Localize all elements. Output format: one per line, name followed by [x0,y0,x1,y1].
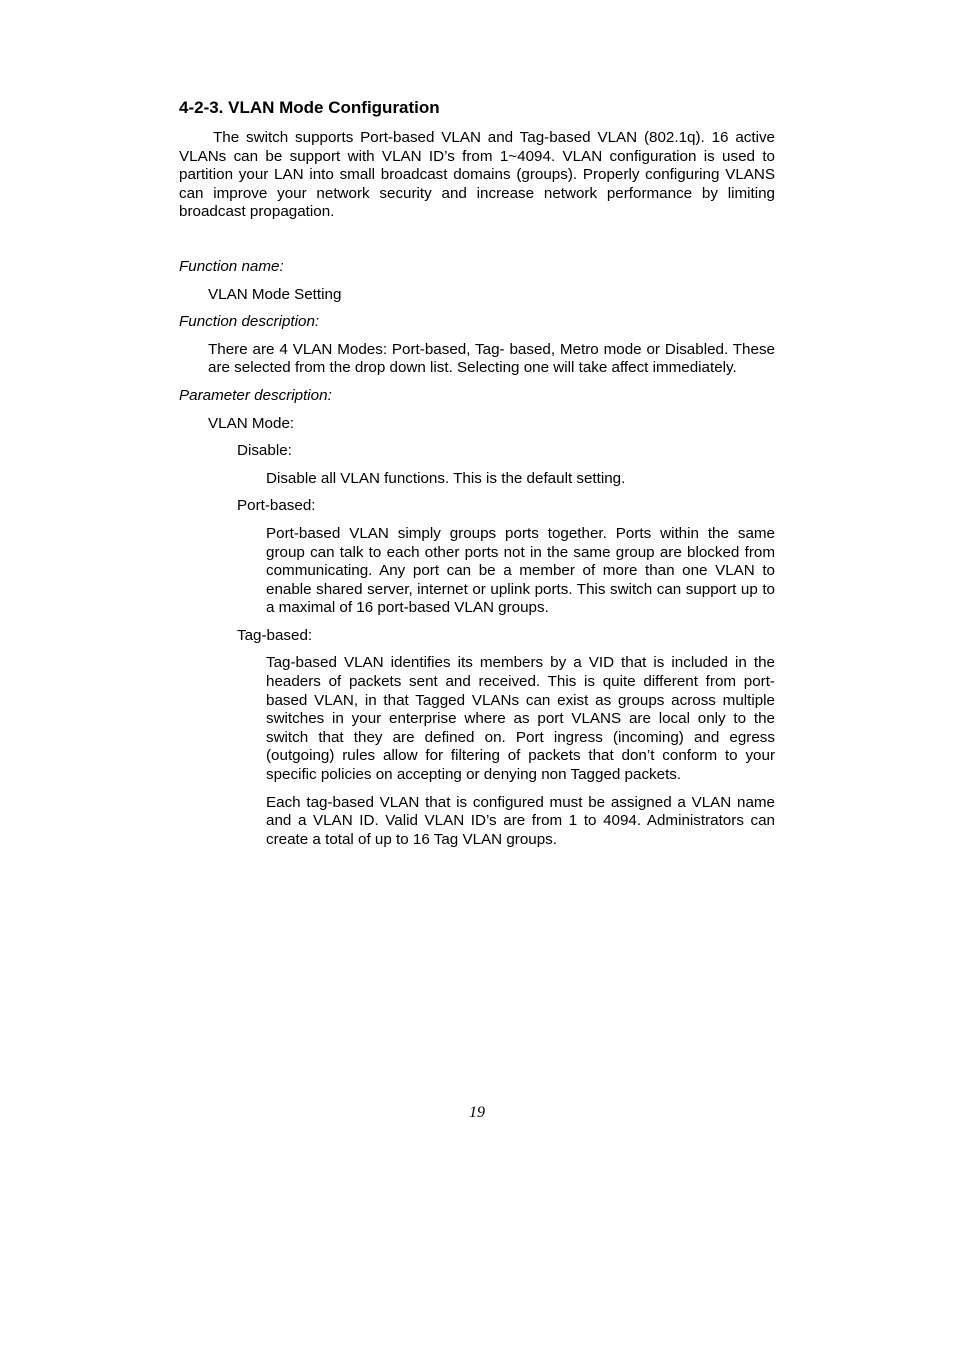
tag-based-text-1: Tag-based VLAN identifies its members by a VID that is included in the headers of packets sent and received. This is quite different from port-based VLAN, in that Tagged VLANs can exist as groups across multiple switches in your enterprise where as port VLANS are local only to the switch that they are defined on. Port ingress (incoming) and egress (outgoing) rules allow for filtering of packets that don’t conform to your specific policies on accepting or denying non Tagged packets. [266,654,775,784]
disable-label: Disable: [237,442,292,460]
intro-paragraph: The switch supports Port-based VLAN and Tag-based VLAN (802.1q). 16 active VLANs can be support with VLAN ID’s from 1~4094. VLAN configuration is used to partition your LAN into small broadcast domains (groups). Properly configuring VLANS can improve your network security and increase network performance by limiting broadcast propagation. [179,129,775,221]
page-number: 19 [469,1104,485,1121]
function-description-label: Function description: [179,313,320,331]
tag-based-label: Tag-based: [237,626,313,644]
port-based-text: Port-based VLAN simply groups ports together. Ports within the same group can talk to each other ports not in the same group are blocked from communicating. Any port can be a member of more than one VLAN to enable shared server, internet or uplink ports. This switch can support up to a maximal of 16 port-based VLAN groups. [266,524,775,617]
document-page [179,97,775,849]
function-description: There are 4 VLAN Modes: Port-based, Tag- based, Metro mode or Disabled. These are selected from the drop down list. Selecting one will take affect immediately. [208,340,775,377]
function-name: VLAN Mode Setting [208,285,342,303]
section-heading: 4-2-3. VLAN Mode Configuration [179,98,440,117]
vlan-mode-label: VLAN Mode: [208,414,295,432]
parameter-description-label: Parameter description: [179,386,332,404]
disable-text: Disable all VLAN functions. This is the default setting. [266,469,626,487]
function-name-label: Function name: [179,257,284,275]
port-based-label: Port-based: [237,497,316,515]
tag-based-text-2: Each tag-based VLAN that is configured must be assigned a VLAN name and a VLAN ID. Valid VLAN ID’s are from 1 to 4094. Administrators can create a total of up to 16 Tag VLAN groups. [266,793,775,848]
